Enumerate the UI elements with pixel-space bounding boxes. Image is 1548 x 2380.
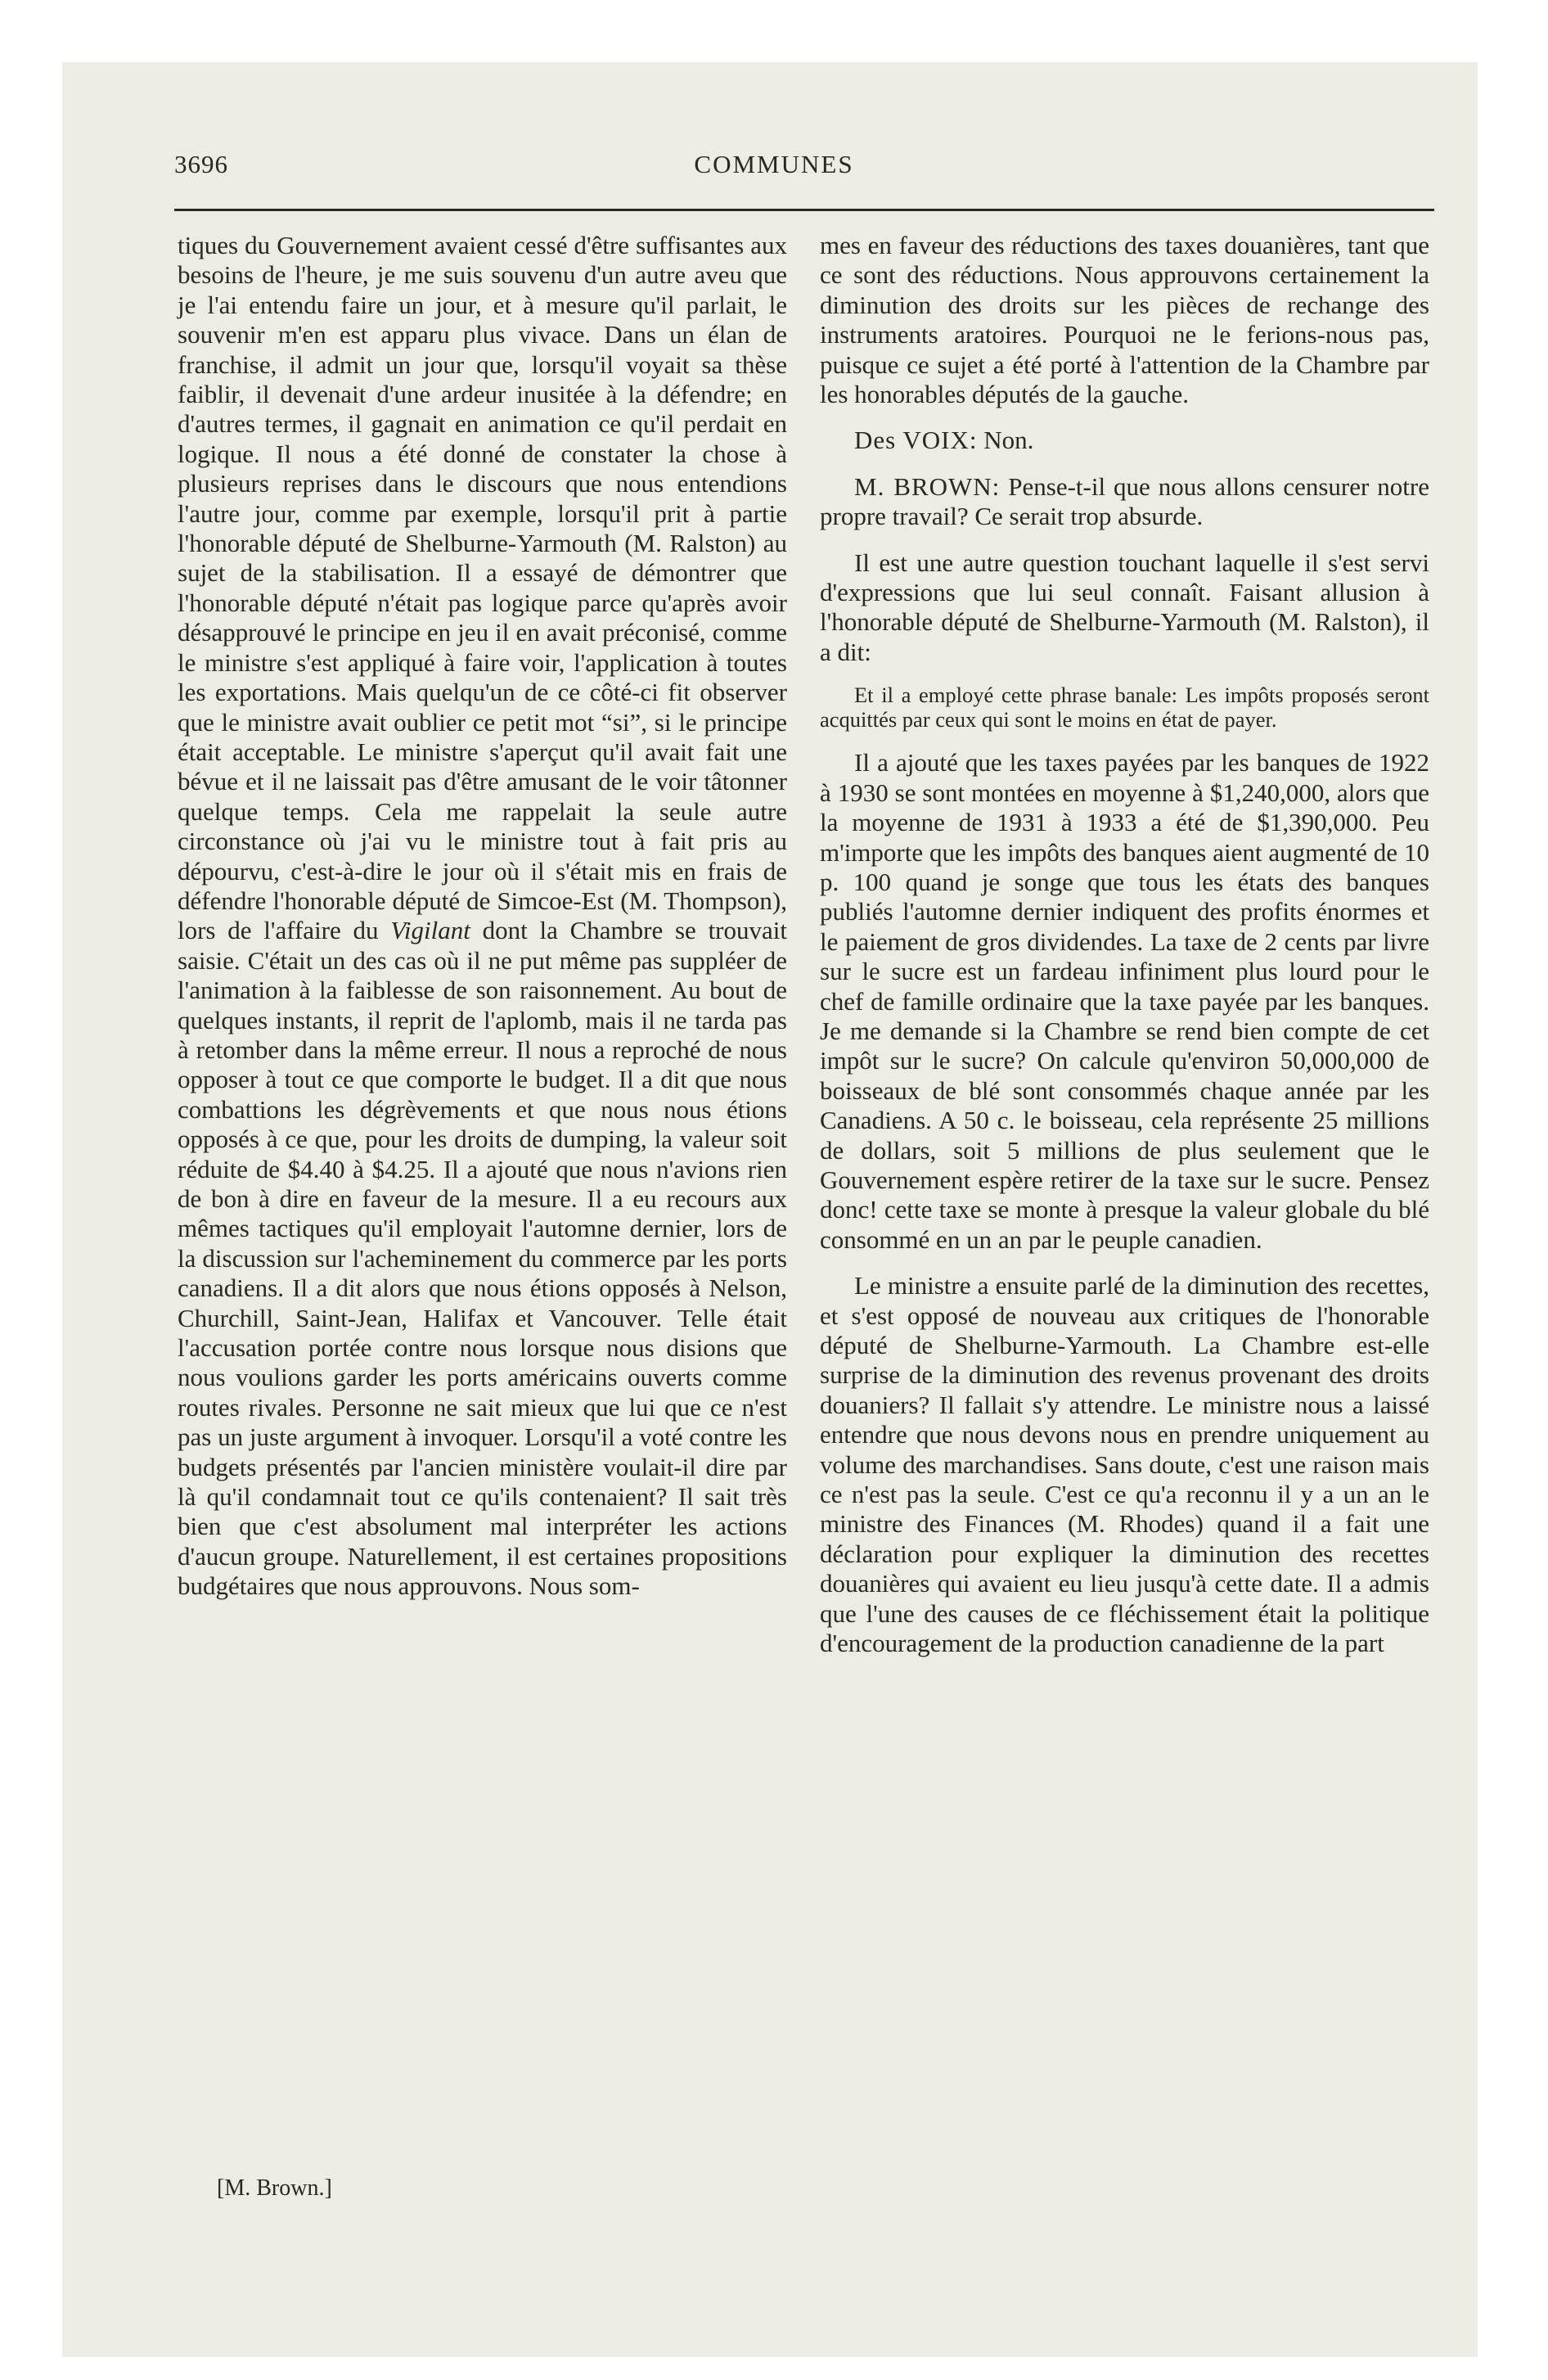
paragraph: Il a ajouté que les taxes payées par les banques de 1922 à 1930 se sont montées en moyenne à $1,240,000, alors que la moyenne de 1931 à 1933 a été de $1,390,000. Peu m'importe que les impôts des banques aient augmenté de 10 p. 100 quand je songe que tous les états des banques publiés l'automne dernier indiquent des profits énormes et le paiement de gros dividendes. La taxe de 2 cents par livre sur le sucre est un fardeau infiniment plus lourd pour le chef de famille ordinaire que la taxe payée par les banques. Je me demande si la Chambre se rend bien compte de cet impôt sur le sucre? On calcule qu'environ 50,000,000 de boisseaux de blé sont consommés chaque année par les Canadiens. A 50 c. le boisseau, cela représente 25 millions de dollars, soit 5 millions de plus seulement que le Gouvernement espère retirer de la taxe sur le sucre. Pensez donc! cette taxe se monte à presque la valeur globale du blé consommé en un an par le peuple canadien. <box>820 748 1429 1254</box>
voices-text: Non. <box>977 426 1034 455</box>
paragraph: Le ministre a ensuite parlé de la diminution des recettes, et s'est opposé de nouveau aux critiques de l'honorable député de Shelburne-Yarmouth. La Chambre est-elle surprise de la diminution des revenus provenant des droits douaniers? Il fallait s'y attendre. Le ministre nous a laissé entendre que nous devons nous en prendre uniquement au volume des marchandises. Sans doute, c'est une raison mais ce n'est pas la seule. C'est ce qu'a reconnu il y a un an le ministre des Finances (M. Rhodes) quand il a fait une déclaration pour expliquer la diminution des recettes douanières qui avaient eu lieu jusqu'à cette date. Il a admis que l'une des causes de ce fléchissement était la politique d'encouragement de la production canadienne de la part <box>820 1271 1429 1658</box>
paragraph-continued-right: mes en faveur des réductions des taxes douanières, tant que ce sont des réductions. Nous approuvons certainement la diminution des droits sur les pièces de rechange des instruments aratoires. Pourquoi ne le ferions-nous pas, puisque ce sujet a été porté à l'attention de la Chambre par les honorables députés de la gauche. <box>820 231 1429 409</box>
voices-interjection <box>820 426 1429 455</box>
paragraph-text: tiques du Gouvernement avaient cessé d'être suffisantes aux besoins de l'heure, je me suis souvenu d'un autre aveu que je l'ai entendu faire un jour, et à mesure qu'il parlait, le souvenir m'en est apparu plus vivace. Dans un élan de franchise, il admit un jour que, lorsqu'il voyait sa thèse faiblir, il devenait d'une ardeur inusitée à la défendre; en d'autres termes, il gagnait en animation ce qu'il perdait en logique. Il nous a été donné de constater la chose à plusieurs reprises dans le discours que nous entendions l'autre jour, comme par exemple, lorsqu'il prit à partie l'honorable député de Shelburne-Yarmouth (M. Ralston) au sujet de la stabilisation. Il a essayé de démontrer que l'honorable député n'était pas logique parce qu'après avoir désapprouvé le principe en jeu il en avait préconisé, comme le ministre s'est appliqué à faire voir, l'application à toutes les exportations. Mais quelqu'un de ce côté-ci fit observer que le ministre avait oublier ce petit mot “si”, si le principe était acceptable. Le ministre s'aperçut qu'il avait fait une bévue et il ne laissait pas d'être amusant de le voir tâtonner quelque temps. Cela me rappelait la seule autre circonstance où j'ai vu le ministre tout à fait pris au dépourvu, c'est-à-dire le jour où il s'était mis en frais de défendre l'honorable député de Simcoe-Est (M. Thompson), lors de l'affaire du <box>178 231 787 945</box>
paragraph: Il est une autre question touchant laquelle il s'est servi d'expressions que lui seul connaît. Faisant allusion à l'honorable député de Shelburne-Yarmouth (M. Ralston), il a dit: <box>820 548 1429 666</box>
vessel-name: Vigilant <box>390 916 470 945</box>
header-rule <box>174 209 1434 211</box>
speaker-voices: Des VOIX: <box>854 426 978 455</box>
speaker-reference: [M. Brown.] <box>217 2175 332 2201</box>
paragraph-continued <box>178 231 787 1602</box>
paragraph-text-tail: dont la Chambre se trouvait saisie. C'était un des cas où il ne put même pas suppléer de l'animation à la faiblesse de son raisonnement. Au bout de quelques instants, il reprit de l'aplomb, mais il ne tarda pas à retomber dans la même erreur. Il nous a reproché de nous opposer à tout ce que comporte le budget. Il a dit que nous combattions les dégrèvements et que nous nous étions opposés à ce que, pour les droits de dumping, la valeur soit réduite de $4.40 à $4.25. Il a ajouté que nous n'avions rien de bon à dire en faveur de la mesure. Il a eu recours aux mêmes tactiques qu'il employait l'automne dernier, lors de la discussion sur l'acheminement du commerce par les ports canadiens. Il a dit alors que nous étions opposés à Nelson, Churchill, Saint-Jean, Halifax et Vancouver. Telle était l'accusation portée contre nous lorsque nous disions que nous voulions garder les ports américains ouverts comme routes rivales. Personne ne sait mieux que lui que ce n'est pas un juste argument à invoquer. Lorsqu'il a voté contre les budgets présentés par l'ancien ministère voulait-il dire par là qu'il condamnait tout ce qu'ils contenaient? Il sait très bien que c'est absolument mal interpréter les actions d'aucun groupe. Naturellement, il est certaines propositions budgétaires que nous approuvons. Nous som- <box>178 916 787 1601</box>
brown-text: Pense-t-il que nous allons censurer notre propre travail? Ce serait trop absurde. <box>820 471 1429 531</box>
left-column <box>178 231 787 1602</box>
speaker-brown: M. BROWN: <box>854 471 1001 501</box>
page-number: 3696 <box>174 150 228 178</box>
running-head: COMMUNES <box>694 150 854 178</box>
brown-remark <box>820 472 1429 532</box>
block-quote: Et il a employé cette phrase banale: Les impôts proposés seront acquittés par ceux qui sont le moins en état de payer. <box>820 683 1429 732</box>
right-column <box>820 231 1429 1658</box>
